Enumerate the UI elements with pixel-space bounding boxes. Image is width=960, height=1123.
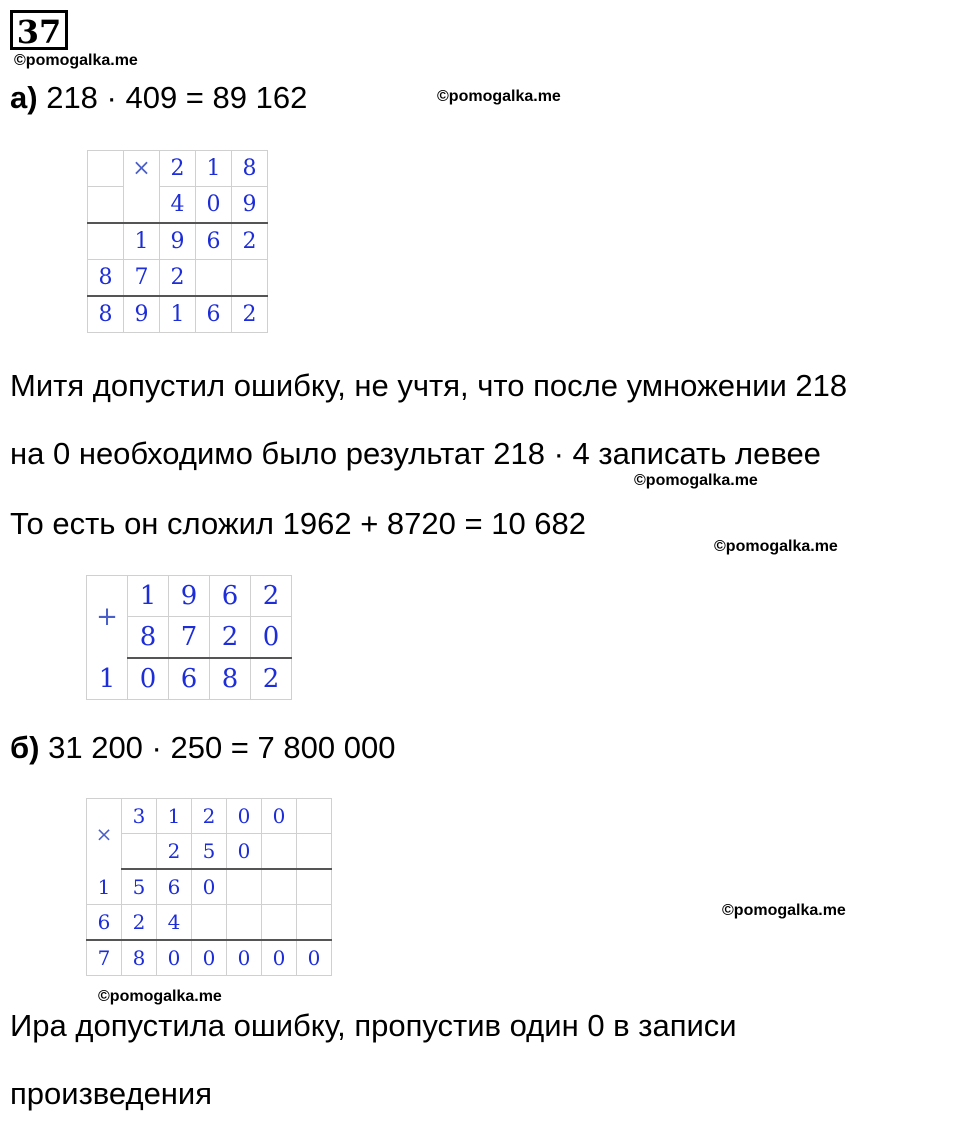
- grid-cell: 1: [128, 576, 169, 617]
- grid-cell: [88, 187, 124, 224]
- grid-cell: 1: [157, 799, 192, 834]
- grid-row: [87, 905, 332, 941]
- grid-cell: 5: [122, 869, 157, 905]
- grid-cell: 3: [122, 799, 157, 834]
- watermark: ©pomogalka.me: [714, 538, 838, 555]
- grid-cell: [262, 834, 297, 870]
- grid-cell: 2: [251, 576, 292, 617]
- grid-cell: [297, 869, 332, 905]
- grid-cell: [297, 834, 332, 870]
- grid-cell: 2: [232, 223, 268, 260]
- grid-cell: 0: [297, 940, 332, 976]
- grid-cell: [262, 905, 297, 941]
- grid-cell: 9: [169, 576, 210, 617]
- grid-cell: 0: [192, 940, 227, 976]
- times-sign: ×: [124, 151, 160, 187]
- grid-row: [87, 940, 332, 976]
- grid-cell: [122, 834, 157, 870]
- grid-cell: 2: [210, 617, 251, 659]
- grid-cell: 6: [196, 296, 232, 333]
- grid-cell: 0: [196, 187, 232, 224]
- part-b-equation: 31 200 · 250 = 7 800 000: [48, 730, 396, 765]
- watermark: ©pomogalka.me: [14, 52, 138, 69]
- grid-cell: 1: [124, 223, 160, 260]
- part-b-equation-line: [10, 730, 395, 766]
- grid-cell: 2: [122, 905, 157, 941]
- grid-cell: 6: [157, 869, 192, 905]
- plus-sign: +: [87, 576, 128, 659]
- grid-cell: 0: [128, 658, 169, 700]
- part-b-label: б): [10, 730, 40, 765]
- grid-cell: 9: [160, 223, 196, 260]
- grid-cell: 7: [169, 617, 210, 659]
- part-a-explanation-2: на 0 необходимо было результат 218 · 4 записать левее: [10, 436, 821, 471]
- problem-number: 37: [10, 10, 68, 50]
- grid-cell: [88, 151, 124, 187]
- part-a-explanation-1: Митя допустил ошибку, не учтя, что после умножении 218: [10, 368, 848, 403]
- grid-cell: 8: [122, 940, 157, 976]
- grid-row: [88, 296, 268, 333]
- part-b-explanation-2: произведения: [10, 1076, 213, 1111]
- grid-cell: [192, 905, 227, 941]
- grid-cell: 8: [88, 260, 124, 297]
- grid-cell: 0: [262, 799, 297, 834]
- grid-cell: 8: [128, 617, 169, 659]
- grid-cell: [232, 260, 268, 297]
- watermark: ©pomogalka.me: [634, 472, 758, 489]
- part-b-explanation-1: Ира допустила ошибку, пропустив один 0 в записи: [10, 1008, 737, 1043]
- grid-cell: 6: [196, 223, 232, 260]
- grid-cell: 8: [88, 296, 124, 333]
- grid-row: [87, 869, 332, 905]
- grid-row: [87, 834, 332, 870]
- grid-cell: 2: [192, 799, 227, 834]
- grid-cell: 2: [160, 151, 196, 187]
- grid-cell: 1: [87, 658, 128, 700]
- grid-cell: 2: [251, 658, 292, 700]
- grid-cell: [297, 905, 332, 941]
- grid-cell: 6: [210, 576, 251, 617]
- grid-cell: 0: [227, 940, 262, 976]
- grid-cell: 5: [192, 834, 227, 870]
- grid-cell: 0: [192, 869, 227, 905]
- grid-cell: 8: [210, 658, 251, 700]
- watermark: ©pomogalka.me: [722, 902, 846, 919]
- grid-cell: 4: [157, 905, 192, 941]
- times-sign: ×: [87, 799, 122, 870]
- grid-cell: 6: [87, 905, 122, 941]
- grid-cell: 1: [160, 296, 196, 333]
- watermark: ©pomogalka.me: [98, 988, 222, 1005]
- part-a-addition-grid: [86, 575, 292, 700]
- part-a-equation-line: [10, 80, 307, 116]
- grid-cell: [88, 223, 124, 260]
- grid-row: [87, 799, 332, 834]
- grid-cell: 1: [196, 151, 232, 187]
- grid-cell: 0: [251, 617, 292, 659]
- grid-cell: 4: [160, 187, 196, 224]
- grid-cell: [262, 869, 297, 905]
- grid-cell: 9: [232, 187, 268, 224]
- grid-cell: 0: [227, 834, 262, 870]
- grid-row: [88, 151, 268, 187]
- grid-row: [88, 223, 268, 260]
- part-a-equation: 218 · 409 = 89 162: [46, 80, 308, 115]
- grid-row: [88, 187, 268, 224]
- grid-cell: [227, 905, 262, 941]
- grid-cell: 2: [160, 260, 196, 297]
- grid-cell: 0: [157, 940, 192, 976]
- watermark: ©pomogalka.me: [437, 88, 561, 105]
- part-b-multiplication-grid: [86, 798, 332, 976]
- part-a-explanation-3: То есть он сложил 1962 + 8720 = 10 682: [10, 506, 587, 541]
- grid-cell: [297, 799, 332, 834]
- grid-cell: 7: [124, 260, 160, 297]
- grid-cell: [196, 260, 232, 297]
- part-a-multiplication-grid: [87, 150, 268, 333]
- grid-row: [87, 658, 292, 700]
- grid-cell: 0: [262, 940, 297, 976]
- part-a-label: а): [10, 80, 38, 115]
- grid-cell: 9: [124, 296, 160, 333]
- grid-row: [88, 260, 268, 297]
- grid-cell: 7: [87, 940, 122, 976]
- grid-cell: 0: [227, 799, 262, 834]
- grid-cell: [124, 187, 160, 224]
- grid-cell: 2: [157, 834, 192, 870]
- grid-cell: [227, 869, 262, 905]
- grid-cell: 1: [87, 869, 122, 905]
- grid-cell: 8: [232, 151, 268, 187]
- grid-row: [87, 576, 292, 617]
- grid-cell: 2: [232, 296, 268, 333]
- grid-cell: 6: [169, 658, 210, 700]
